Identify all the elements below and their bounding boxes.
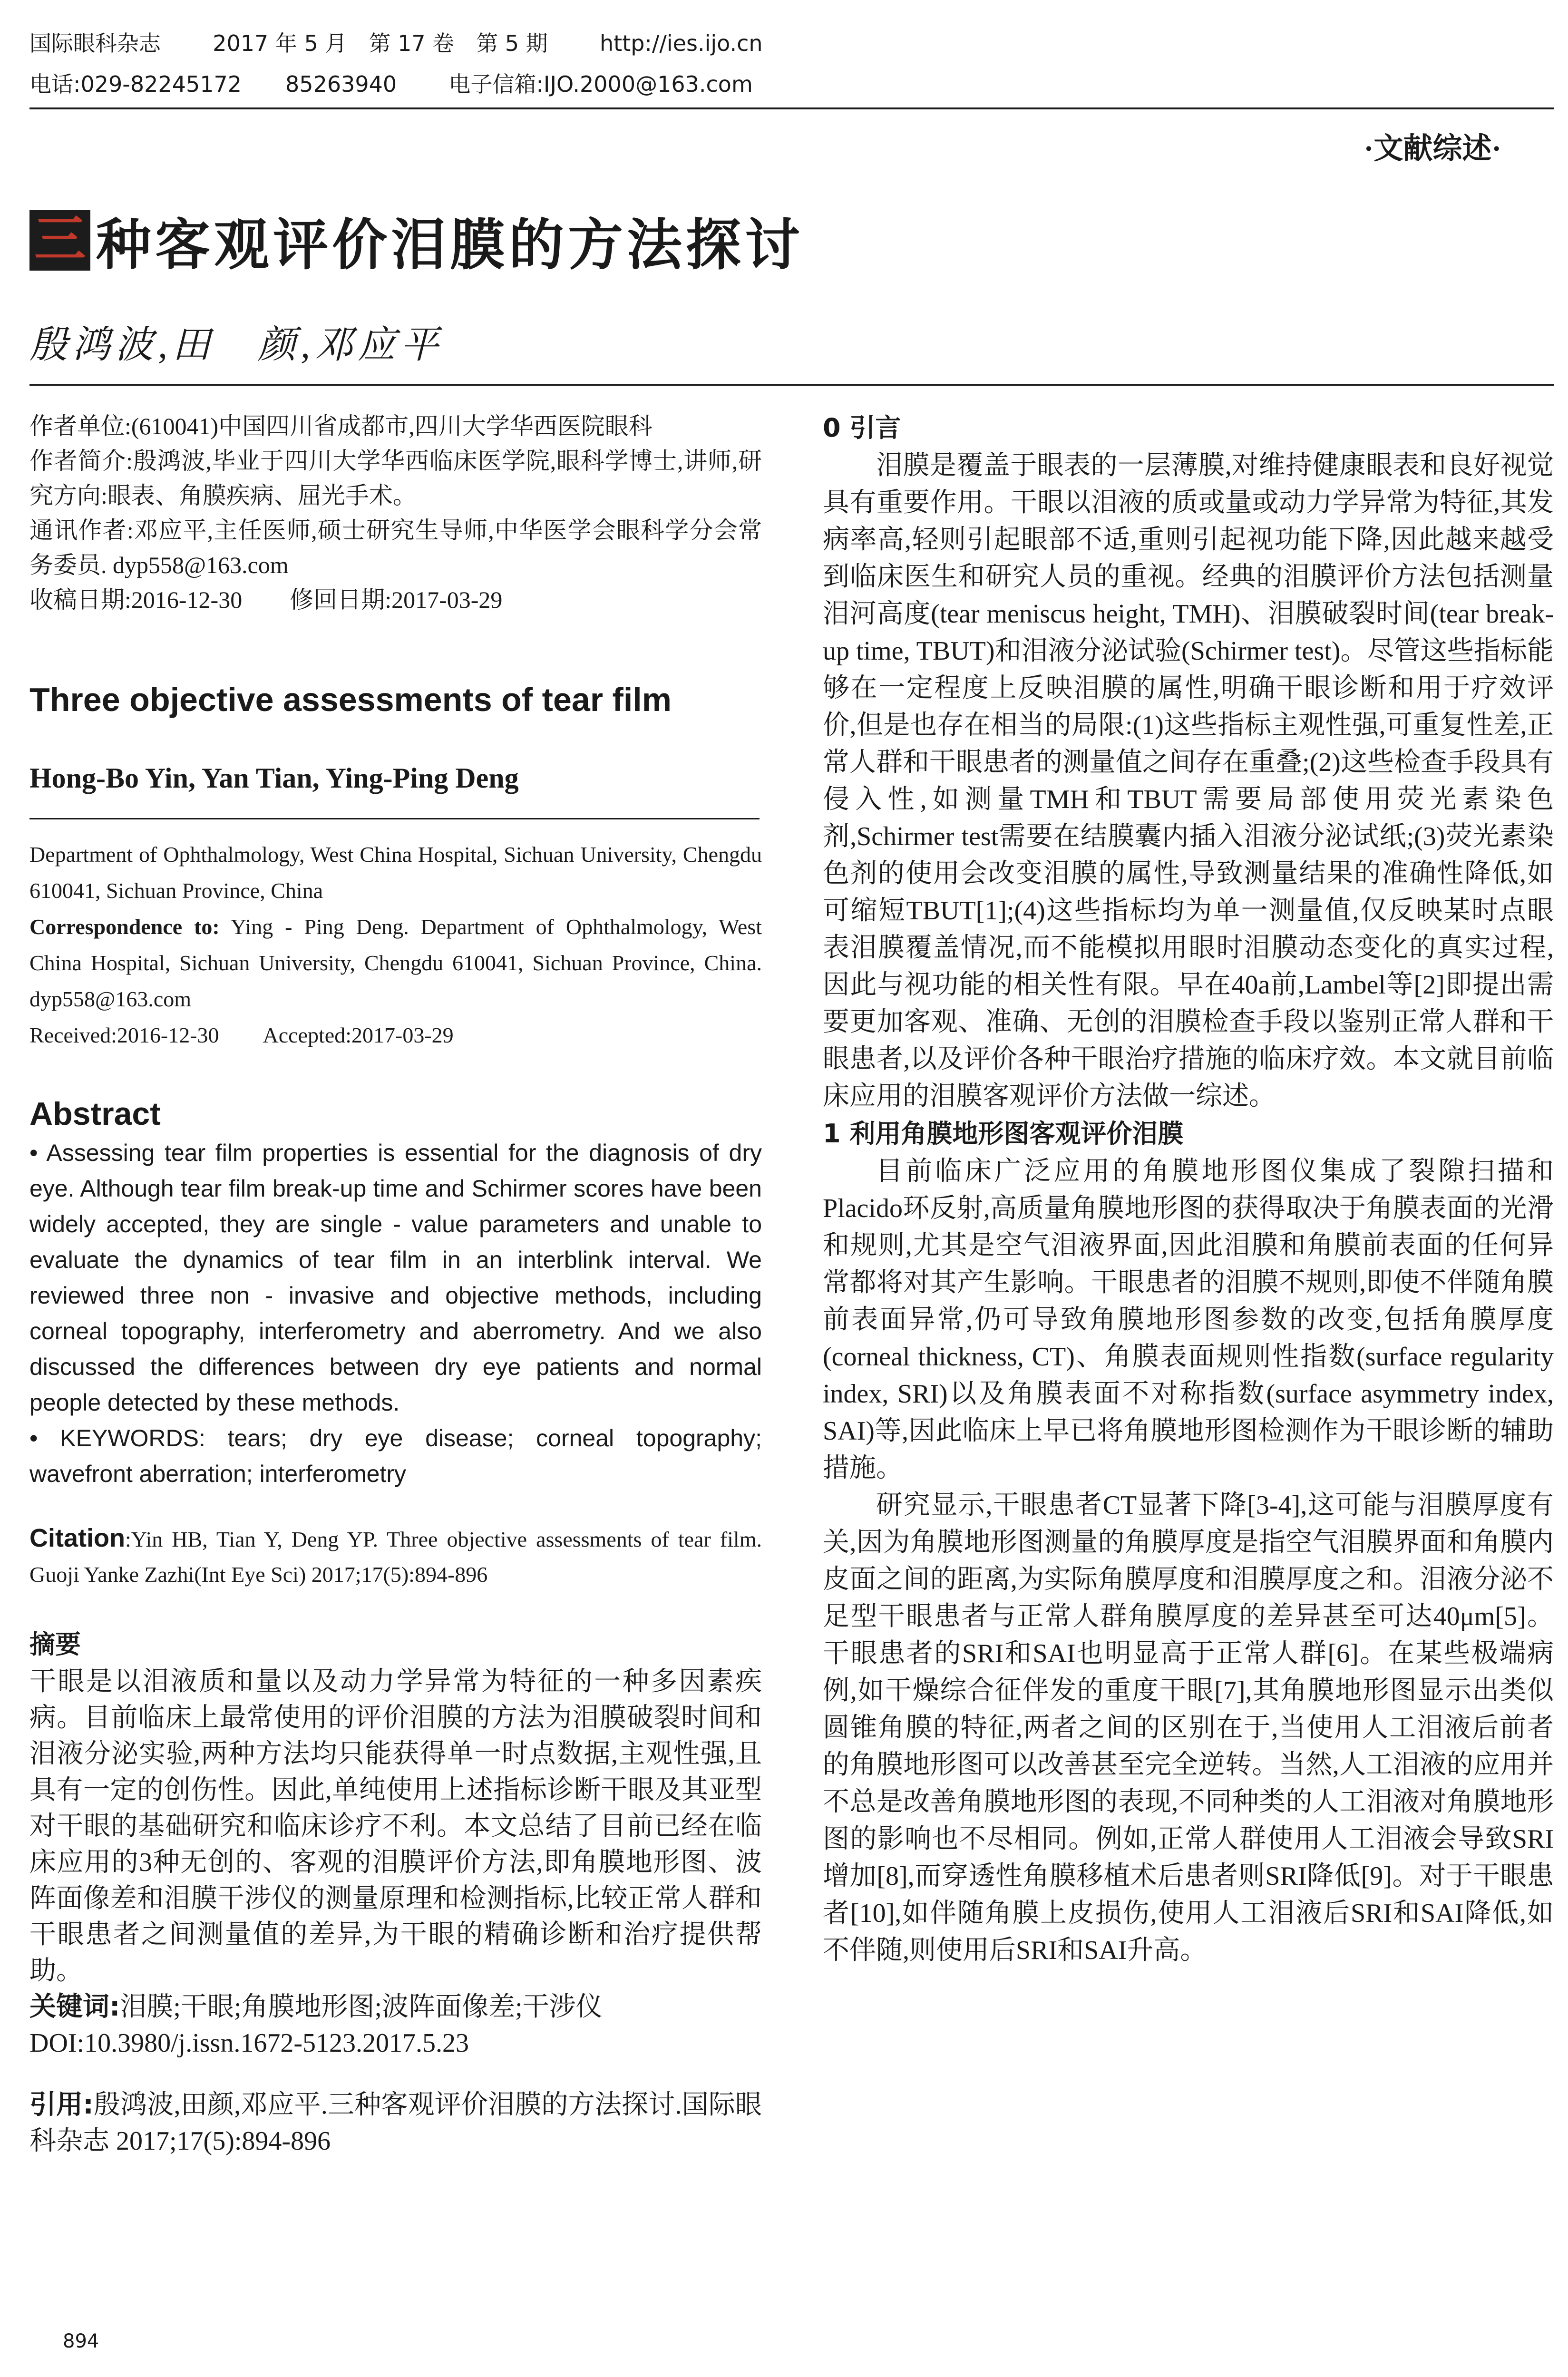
- cite-cn-label: 引用:: [29, 2089, 94, 2120]
- summary-body: 干眼是以泪液质和量以及动力学异常为特征的一种多因素疾病。目前临床上最常使用的评价泪膜的方法为泪膜破裂时间和泪液分泌实验,两种方法均只能获得单一时点数据,主观性强,且具有一定的创伤性。因此,单纯使用上述指标诊断干眼及其亚型对干眼的基础研究和临床诊疗不利。本文总结了目前已经在临床应用的3种无创的、客观的泪膜评价方法,即角膜地形图、波阵面像差和泪膜干涉仪的测量原理和检测指标,比较正常人群和干眼患者之间测量值的差异,为干眼的精确诊断和治疗提供帮助。: [29, 1667, 762, 1986]
- citation-text: :Yin HB, Tian Y, Deng YP. Three objective assessments of tear film. Guoji Yanke Zazhi(Int Eye Sci) 2017;17(5):894-896: [29, 1527, 762, 1587]
- citation-label: Citation: [29, 1524, 125, 1552]
- summary-keywords: [29, 1989, 762, 2025]
- english-title: Three objective assessments of tear film: [29, 681, 672, 718]
- keywords-text: 泪膜;干眼;角膜地形图;波阵面像差;干涉仪: [120, 1992, 603, 2022]
- left-column: [29, 409, 762, 2159]
- citation-en: [29, 1520, 762, 1592]
- doi: DOI:10.3980/j.issn.1672-5123.2017.5.23: [29, 2028, 469, 2058]
- section-1-heading: 1 利用角膜地形图客观评价泪膜: [823, 1119, 1184, 1149]
- keywords-label: 关键词:: [29, 1991, 120, 2022]
- correspondence-text: Ying - Ping Deng. Department of Ophthalmology, West China Hospital, Sichuan University, Chengdu 610041, Sichuan Province, China. dyp558@163.com: [29, 915, 762, 1011]
- english-correspondence: [29, 909, 762, 1017]
- title-rule: [29, 384, 1554, 386]
- english-department: Department of Ophthalmology, West China Hospital, Sichuan University, Chengdu 610041, Sichuan Province, China: [29, 842, 762, 903]
- author-bio: 作者简介:殷鸿波,毕业于四川大学华西临床医学院,眼科学博士,讲师,研究方向:眼表、角膜疾病、屈光手术。: [29, 448, 762, 509]
- journal-email[interactable]: 电子信箱:IJO.2000@163.com: [448, 71, 753, 97]
- abstract-heading: Abstract: [29, 1096, 161, 1132]
- section-type: ·文献综述·: [1363, 133, 1501, 165]
- header-rule: [29, 107, 1554, 109]
- running-header: [29, 23, 1551, 105]
- abstract-keywords: • KEYWORDS: tears; dry eye disease; corneal topography; wavefront aberration; interferometry: [29, 1425, 762, 1487]
- section-0-heading: 0 引言: [823, 413, 901, 443]
- section-1-paragraph-2: 研究显示,干眼患者CT显著下降[3-4],这可能与泪膜厚度有关,因为角膜地形图测量的角膜厚度是指空气泪膜界面和角膜内皮面之间的距离,为实际角膜厚度和泪膜厚度之和。泪液分泌不足型干眼患者与正常人群角膜厚度的差异甚至可达40μm[5]。干眼患者的SRI和SAI也明显高于正常人群[6]。在某些极端病例,如干燥综合征伴发的重度干眼[7],其角膜地形图显示出类似圆锥角膜的特征,两者之间的区别在于,当使用人工泪液后前者的角膜地形图可以改善甚至完全逆转。当然,人工泪液的应用并不总是改善角膜地形图的表现,不同种类的人工泪液对角膜地形图的影响也不尽相同。例如,正常人群使用人工泪液会导致SRI增加[8],而穿透性角膜移植术后患者则SRI降低[9]。对于干眼患者[10],如伴随角膜上皮损伤,使用人工泪液后SRI和SAI降低,如不伴随,则使用后SRI和SAI升高。: [823, 1490, 1554, 1965]
- english-authors: Hong-Bo Yin, Yan Tian, Ying-Ping Deng: [29, 762, 519, 794]
- page-number: 894: [63, 2330, 99, 2352]
- author-info: [29, 409, 762, 617]
- title-initial: 三: [29, 210, 90, 271]
- section-0-paragraph-1: 泪膜是覆盖于眼表的一层薄膜,对维持健康眼表和良好视觉具有重要作用。干眼以泪液的质或量或动力学异常为特征,其发病率高,轻则引起眼部不适,重则引起视功能下降,因此越来越受到临床医生和研究人员的重视。经典的泪膜评价方法包括测量泪河高度(tear meniscus height, TMH)、泪膜破裂时间(tear break-up time, TBUT)和泪液分泌试验(Schirmer test)。尽管这些指标能够在一定程度上反映泪膜的属性,明确干眼诊断和用于疗效评价,但是也存在相当的局限:(1)这些指标主观性强,可重复性差,正常人群和干眼患者的测量值之间存在重叠;(2)这些检查手段具有侵入性,如测量TMH和TBUT需要局部使用荧光素染色剂,Schirmer test需要在结膜囊内插入泪液分泌试纸;(3)荧光素染色剂的使用会改变泪膜的属性,导致测量结果的准确性降低,如可缩短TBUT[1];(4)这些指标均为单一测量值,仅反映某时点眼表泪膜覆盖情况,而不能模拟用眼时泪膜动态变化的真实过程,因此与视功能的相关性有限。早在40a前,Lambel等[2]即提出需要更加客观、准确、无创的泪膜检查手段以鉴别正常人群和干眼患者,以及评价各种干眼治疗措施的临床疗效。本文就目前临床应用的泪膜客观评价方法做一综述。: [823, 451, 1554, 1111]
- author-unit: 作者单位:(610041)中国四川省成都市,四川大学华西医院眼科: [29, 413, 653, 439]
- journal-phone: 电话:029-82245172 85263940: [29, 71, 397, 97]
- authors-cn: 殷鸿波,田 颜,邓应平: [29, 324, 443, 366]
- journal-website[interactable]: http://ies.ijo.cn: [600, 30, 763, 56]
- english-received: Received:2016-12-30 Accepted:2017-03-29: [29, 1023, 454, 1047]
- english-authors-rule: [29, 818, 760, 819]
- abstract-body: • Assessing tear film properties is essential for the diagnosis of dry eye. Although tear film break-up time and Schirmer scores have been widely accepted, they are single - value parameters and unable to evaluate the dynamics of tear film in an interblink interval. We reviewed three non - invasive and objective methods, including corneal topography, interferometry and aberrometry. And we also discussed the differences between dry eye patients and normal people detected by these methods.: [29, 1140, 762, 1416]
- journal-name: 国际眼科杂志: [29, 30, 161, 56]
- summary-heading: 摘要: [29, 1629, 81, 1659]
- title-rest: 种客观评价泪膜的方法探讨: [96, 213, 804, 277]
- received-dates-cn: 收稿日期:2016-12-30 修回日期:2017-03-29: [29, 586, 503, 613]
- right-column: [823, 409, 1554, 1969]
- section-1-paragraph-1: 目前临床广泛应用的角膜地形图仪集成了裂隙扫描和Placido环反射,高质量角膜地形图的获得取决于角膜表面的光滑和规则,尤其是空气泪液界面,因此泪膜和角膜前表面的任何异常都将对其产生影响。干眼患者的泪膜不规则,即使不伴随角膜前表面异常,仍可导致角膜地形图参数的改变,包括角膜厚度(corneal thickness, CT)、角膜表面规则性指数(surface regularity index, SRI)以及角膜表面不对称指数(surface asymmetry index, SAI)等,因此临床上早已将角膜地形图检测作为干眼诊断的辅助措施。: [823, 1157, 1554, 1483]
- cite-cn-text: 殷鸿波,田颜,邓应平.三种客观评价泪膜的方法探讨.国际眼科杂志 2017;17(5):894-896: [29, 2090, 762, 2156]
- correspondence-label: Correspondence to:: [29, 915, 220, 939]
- corresponding-author: 通讯作者:邓应平,主任医师,硕士研究生导师,中华医学会眼科学分会常务委员. dyp558@163.com: [29, 517, 762, 578]
- issue-info: 2017 年 5 月 第 17 卷 第 5 期: [213, 30, 548, 56]
- citation-cn: [29, 2087, 762, 2159]
- running-header-line-2: [29, 64, 1551, 105]
- article-title: [29, 205, 804, 276]
- running-header-line-1: [29, 23, 1551, 64]
